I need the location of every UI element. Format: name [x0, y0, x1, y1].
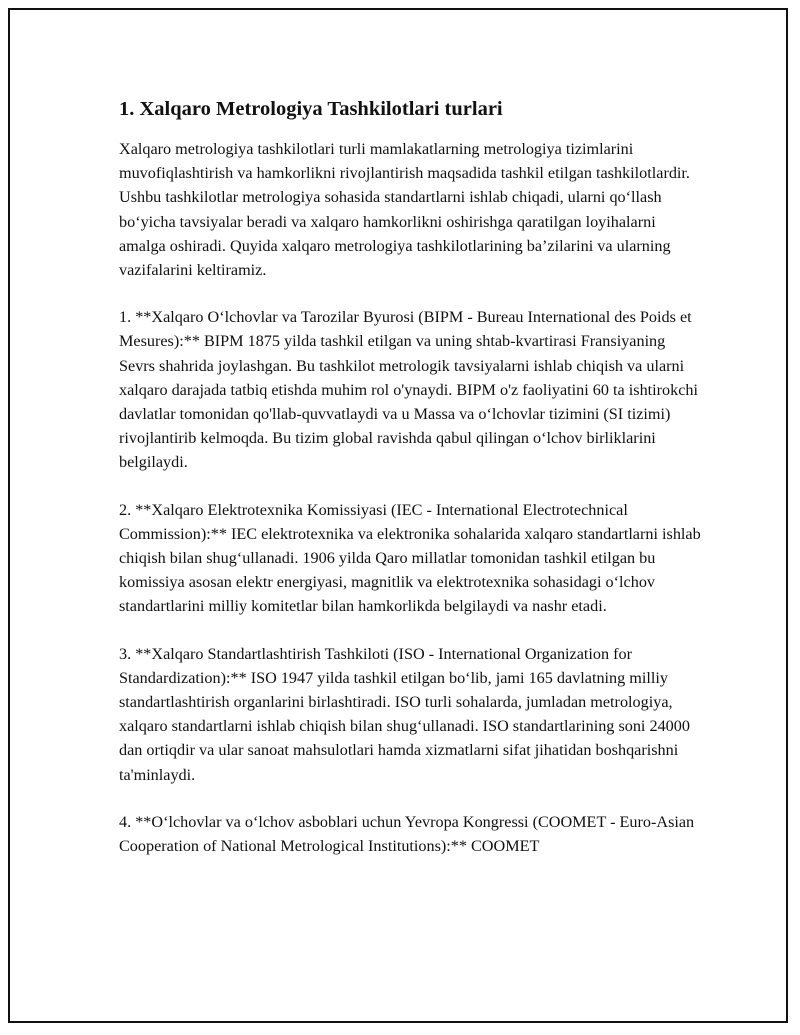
coomet-paragraph: 4. **O‘lchovlar va o‘lchov asboblari uchun Yevropa Kongressi (COOMET - Euro-Asian Cooperation of National Metrological Institutions):** COOMET [119, 812, 695, 856]
iec-paragraph: 2. **Xalqaro Elektrotexnika Komissiyasi (IEC - International Electrotechnical Commission):** IEC elektrotexnika va elektronika sohalarida xalqaro standartlarni ishlab chiqish bilan shug‘ullanadi. 1906 yilda Qaro millatlar tomonidan tashkil etilgan bu komissiya asosan elektr energiyasi, magnitlik va elektrotexnika sohasidagi o‘lchov standartlarini milliy komitetlar bilan hamkorlikda belgilaydi va nashr etadi. [119, 500, 701, 616]
section-heading: 1. Xalqaro Metrologiya Tashkilotlari turlari [119, 98, 503, 120]
document-body [119, 95, 704, 881]
document-page [8, 8, 788, 1023]
iso-paragraph: 3. **Xalqaro Standartlashtirish Tashkiloti (ISO - International Organization for Standardization):** ISO 1947 yilda tashkil etilgan bo‘lib, jami 165 davlatning milliy standartlashtirish organlarini birlashtiradi. ISO turli sohalarda, jumladan metrologiya, xalqaro standartlarni ishlab chiqish bilan shug‘ullanadi. ISO standartlarining soni 24000 dan ortiqdir va ular sanoat mahsulotlari hamda xizmatlarni sifat jihatidan boshqarishni ta'minlaydi. [119, 644, 690, 784]
intro-paragraph: Xalqaro metrologiya tashkilotlari turli mamlakatlarning metrologiya tizimlarini muvofiqlashtirish va hamkorlikni rivojlantirish maqsadida tashkil etilgan tashkilotlardir. Ushbu tashkilotlar metrologiya sohasida standartlarni ishlab chiqadi, ularni qo‘llash bo‘yicha tavsiyalar beradi va xalqaro hamkorlikni oshirishga qaratilgan loyihalarni amalga oshiradi. Quyida xalqaro metrologiya tashkilotlarining ba’zilarini va ularning vazifalarini keltiramiz. [119, 140, 690, 280]
bipm-paragraph: 1. **Xalqaro O‘lchovlar va Tarozilar Byurosi (BIPM - Bureau International des Poids et Mesures):** BIPM 1875 yilda tashkil etilgan va uning shtab-kvartirasi Fransiyaning Sevrs shahrida joylashgan. Bu tashkilot metrologik tavsiyalarni ishlab chiqish va ularni xalqaro darajada tatbiq etishda muhim rol o'ynaydi. BIPM o'z faoliyatini 60 ta ishtirokchi davlatlar tomonidan qo'llab-quvvatlaydi va u Massa va o‘lchovlar tizimini (SI tizimi) rivojlantirib kelmoqda. Bu tizim global ravishda qabul qilingan o‘lchov birliklarini belgilaydi. [119, 308, 699, 472]
